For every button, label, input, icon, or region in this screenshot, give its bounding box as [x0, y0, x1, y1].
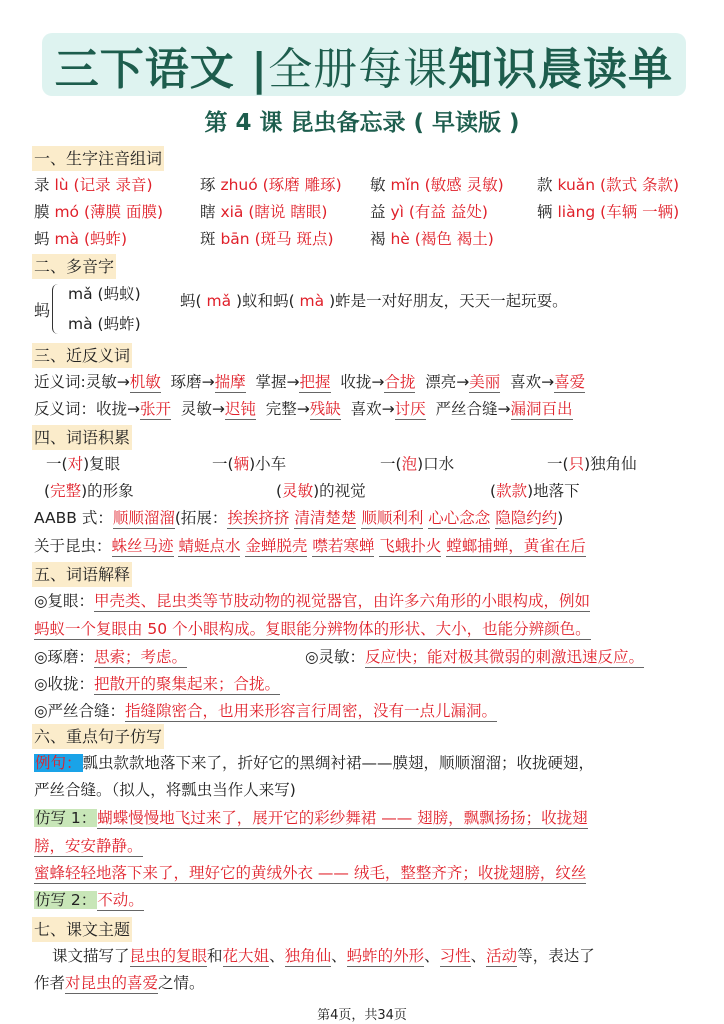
imitation-2: 仿写 2：不动。: [35, 891, 144, 909]
definition-lingmin: ◎灵敏：反应快；能对极其微弱的刺激迅速反应。: [305, 648, 645, 666]
vocab-item: 款 kuǎn (款式 条款): [537, 176, 680, 194]
polyphone-reading-2: mà (蚂蚱): [68, 315, 141, 333]
example-sentence-cont: 严丝合缝。（拟人，将瓢虫当作人来写): [34, 781, 296, 799]
phrase-item: (灵敏)的视觉: [276, 482, 366, 500]
example-sentence: 例句：瓢虫款款地落下来了，折好它的黑绸衬裙——膜翅，顺顺溜溜；收拢硬翅，: [35, 754, 595, 772]
section-6-heading: 六、重点句子仿写: [32, 724, 164, 749]
title-part2: 全册每课: [268, 43, 449, 95]
theme-line-2: 作者对昆虫的喜爱之情。: [34, 974, 205, 992]
theme-line-1: 课文描写了昆虫的复眼和花大姐、独角仙、蚂蚱的外形、习性、活动等，表达了: [52, 947, 595, 965]
imitation-1-second: 蜜蜂轻轻地落下来了，理好它的黄绒外衣 —— 绒毛，整整齐齐；收拢翅膀，纹丝: [34, 864, 587, 882]
aabb-line: AABB 式：顺顺溜溜(拓展：挨挨挤挤 清清楚楚 顺顺利利 心心念念 隐隐约约): [34, 509, 564, 527]
definition-compound-eye: ◎复眼：甲壳类、昆虫类等节肢动物的视觉器官，由许多六角形的小眼构成，例如: [34, 592, 591, 610]
phrase-item: (款款)地落下: [490, 482, 580, 500]
vocab-item: 瞎 xiā (瞎说 瞎眼): [200, 203, 328, 221]
imitation-1-label: 仿写 1：: [35, 809, 97, 827]
brace-bracket: [52, 284, 62, 334]
example-label: 例句：: [35, 754, 82, 772]
vocab-item: 褐 hè (褐色 褐土): [370, 230, 494, 248]
imitation-1: 仿写 1：蝴蝶慢慢地飞过来了，展开它的彩纱舞裙 —— 翅膀，飘飘扬扬；收拢翅: [35, 809, 588, 827]
title-part3: 知识晨读单: [448, 43, 674, 95]
measure-word-item: 一(泡)口水: [380, 455, 455, 473]
title-banner: [42, 33, 686, 96]
synonyms-line: 近义词:灵敏→机敏 琢磨→揣摩 掌握→把握 收拢→合拢 漂亮→美丽 喜欢→喜爱: [34, 373, 586, 391]
section-2-heading: 二、多音字: [32, 254, 116, 279]
title-part1: 三下语文 |: [54, 43, 269, 95]
polyphone-reading-1: mǎ (蚂蚁): [68, 285, 141, 303]
phrase-item: (完整)的形象: [44, 482, 134, 500]
vocab-item: 敏 mǐn (敏感 灵敏): [370, 176, 504, 194]
polyphone-char: 蚂: [34, 301, 51, 320]
measure-word-item: 一(对)复眼: [46, 455, 121, 473]
definition-compound-eye-cont: 蚂蚁一个复眼由 50 个小眼构成。复眼能分辨物体的形状、大小，也能分辨颜色。: [34, 620, 591, 638]
definition-yansihefeng: ◎严丝合缝：指缝隙密合，也用来形容言行周密，没有一点儿漏洞。: [34, 702, 498, 720]
antonyms-line: 反义词：收拢→张开 灵敏→迟钝 完整→残缺 喜欢→讨厌 严丝合缝→漏洞百出: [34, 400, 573, 418]
lesson-subtitle: 第 4 课 昆虫备忘录 ( 早读版 ): [204, 110, 520, 136]
imitation-2-label: 仿写 2：: [35, 891, 97, 909]
vocab-item: 斑 bān (斑马 斑点): [200, 230, 334, 248]
vocab-item: 膜 mó (薄膜 面膜): [34, 203, 164, 221]
insect-idioms-line: 关于昆虫：蛛丝马迹 蜻蜓点水 金蝉脱壳 噤若寒蝉 飞蛾扑火 螳螂捕蝉，黄雀在后: [34, 537, 586, 555]
section-7-heading: 七、课文主题: [32, 917, 132, 942]
measure-word-item: 一(只)独角仙: [547, 455, 637, 473]
section-1-heading: 一、生字注音组词: [32, 146, 164, 171]
vocab-item: 辆 liàng (车辆 一辆): [537, 203, 680, 221]
measure-word-item: 一(辆)小车: [212, 455, 287, 473]
imitation-1-cont: 膀，安安静静。: [34, 837, 143, 855]
section-5-heading: 五、词语解释: [32, 562, 132, 587]
vocab-item: 琢 zhuó (琢磨 雕琢): [200, 176, 342, 194]
definition-shoulong: ◎收拢：把散开的聚集起来；合拢。: [34, 675, 281, 693]
section-4-heading: 四、词语积累: [32, 425, 132, 450]
page-indicator: 第4页，共34页: [317, 1008, 407, 1023]
definition-zhuomo: ◎琢磨：思索；考虑。: [34, 648, 188, 666]
vocab-item: 蚂 mà (蚂蚱): [34, 230, 128, 248]
section-3-heading: 三、近反义词: [32, 343, 132, 368]
polyphone-sentence: 蚂( mǎ )蚁和蚂( mà )蚱是一对好朋友，天天一起玩耍。: [180, 292, 568, 310]
vocab-item: 益 yì (有益 益处): [370, 203, 488, 221]
vocab-item: 录 lù (记录 录音): [34, 176, 153, 194]
